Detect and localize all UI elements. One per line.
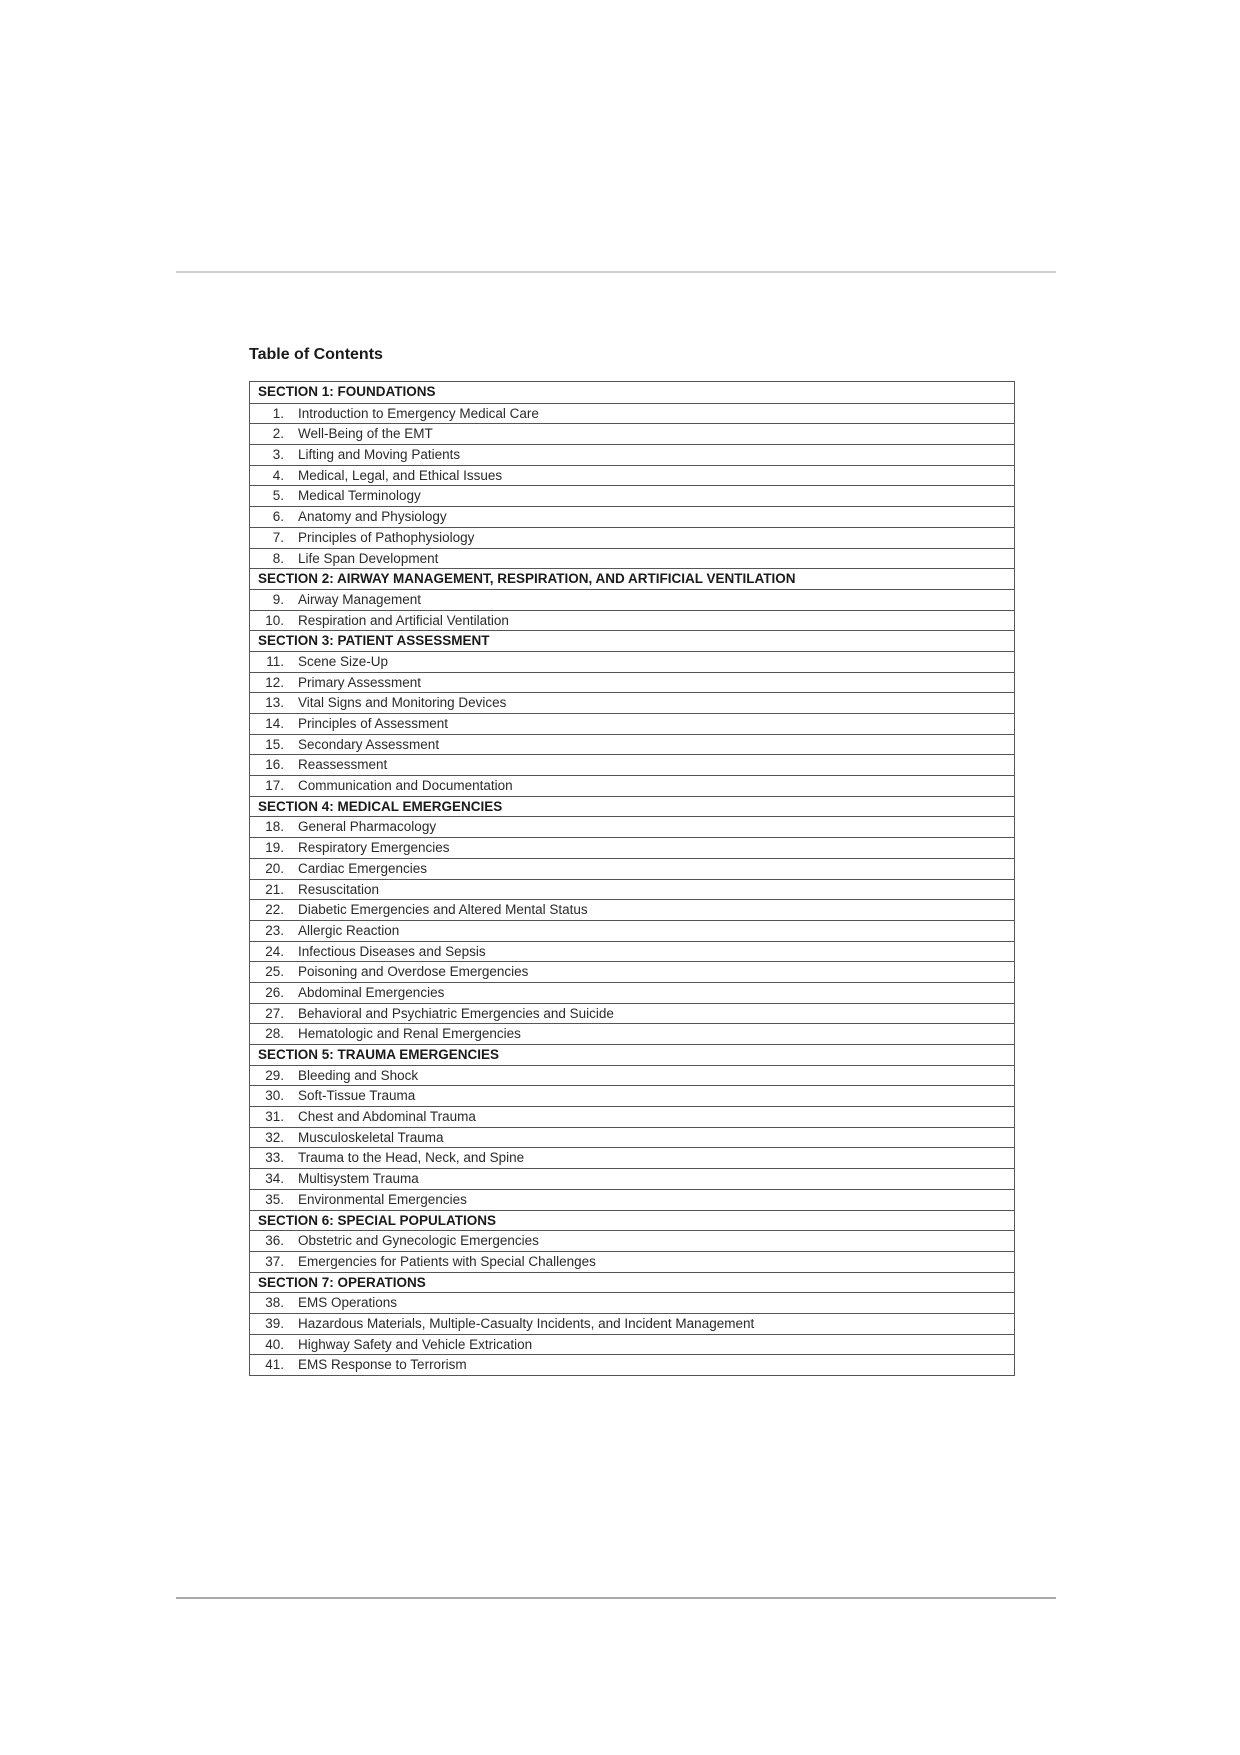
chapter-title: Lifting and Moving Patients (298, 447, 461, 463)
toc-chapter-row (250, 527, 1014, 548)
chapter-number: 25. (265, 964, 284, 980)
toc-chapter-row (250, 775, 1014, 796)
chapter-title: Well-Being of the EMT (298, 426, 433, 442)
chapter-title: Airway Management (298, 591, 422, 607)
chapter-number: 40. (265, 1336, 284, 1352)
chapter-title: Resuscitation (298, 881, 380, 897)
chapter-title: Abdominal Emergencies (298, 984, 445, 1000)
toc-chapter-row (250, 692, 1014, 713)
chapter-number: 6. (272, 509, 284, 525)
toc-chapter-row (250, 589, 1014, 610)
toc-chapter-row (250, 1085, 1014, 1106)
chapter-title: Infectious Diseases and Sepsis (298, 943, 486, 959)
chapter-number: 15. (265, 736, 284, 752)
chapter-title: Environmental Emergencies (298, 1191, 467, 1207)
chapter-title: Allergic Reaction (298, 922, 400, 938)
toc-chapter-row (250, 899, 1014, 920)
chapter-title: EMS Operations (298, 1295, 398, 1311)
chapter-title: Anatomy and Physiology (298, 509, 447, 525)
chapter-number: 39. (265, 1315, 284, 1331)
toc-section-row: SECTION 1: FOUNDATIONS (258, 384, 436, 400)
toc-chapter-row (250, 1313, 1014, 1334)
chapter-number: 5. (272, 488, 284, 504)
toc-chapter-row (250, 1065, 1014, 1086)
chapter-title: Primary Assessment (298, 674, 422, 690)
chapter-title: Secondary Assessment (298, 736, 440, 752)
chapter-number: 3. (272, 447, 284, 463)
toc-section-row: SECTION 5: TRAUMA EMERGENCIES (250, 1044, 1014, 1065)
chapter-title: Communication and Documentation (298, 778, 513, 794)
chapter-title: Principles of Assessment (298, 716, 449, 731)
chapter-number: 34. (265, 1171, 284, 1187)
chapter-title: Multisystem Trauma (298, 1171, 419, 1187)
toc-chapter-row (250, 941, 1014, 962)
chapter-title: Principles of Pathophysiology (298, 529, 475, 545)
chapter-number: 22. (265, 902, 284, 918)
chapter-title: Obstetric and Gynecologic Emergencies (298, 1233, 539, 1249)
chapter-title: Respiratory Emergencies (298, 840, 450, 856)
toc-chapter-row (250, 1292, 1014, 1313)
chapter-title: Highway Safety and Vehicle Extrication (298, 1336, 533, 1352)
chapter-title: Hazardous Materials, Multiple-Casualty Incidents, and Incident Management (298, 1315, 755, 1331)
chapter-number: 1. (272, 405, 284, 421)
toc-chapter-row (250, 734, 1014, 755)
chapter-title: Bleeding and Shock (298, 1067, 419, 1083)
chapter-title: Poisoning and Overdose Emergencies (298, 964, 529, 980)
chapter-title: Life Span Development (298, 550, 439, 566)
chapter-number: 26. (265, 984, 284, 1000)
chapter-number: 27. (265, 1005, 284, 1021)
toc-chapter-row (250, 713, 1014, 734)
chapter-title: Soft-Tissue Trauma (298, 1088, 416, 1104)
toc-chapter-row (250, 1106, 1014, 1127)
chapter-title: Reassessment (298, 757, 388, 773)
toc-chapter-row (250, 982, 1014, 1003)
toc-chapter-row (250, 1023, 1014, 1044)
toc-chapter-row (250, 403, 1014, 424)
toc-section-row: SECTION 3: PATIENT ASSESSMENT (250, 630, 1014, 651)
chapter-number: 38. (265, 1295, 284, 1311)
chapter-title: Introduction to Emergency Medical Care (298, 405, 539, 421)
toc-chapter-row (250, 961, 1014, 982)
chapter-number: 32. (265, 1129, 284, 1145)
chapter-number: 11. (266, 653, 284, 669)
toc-chapter-row (250, 672, 1014, 693)
chapter-number: 18. (265, 819, 284, 835)
chapter-number: 24. (265, 943, 284, 959)
toc-chapter-row (250, 1251, 1014, 1272)
footer-rule (176, 1597, 1056, 1599)
chapter-number: 28. (265, 1026, 284, 1042)
chapter-number: 9. (272, 591, 284, 607)
toc-chapter-row (250, 754, 1014, 775)
chapter-number: 16. (265, 757, 284, 773)
chapter-title: Respiration and Artificial Ventilation (298, 612, 509, 628)
toc-chapter-row (250, 1003, 1014, 1024)
toc-section-row: SECTION 6: SPECIAL POPULATIONS (250, 1210, 1014, 1231)
toc-table (249, 381, 1015, 1376)
chapter-title: General Pharmacology (298, 819, 437, 835)
chapter-number: 13. (265, 695, 284, 711)
chapter-title: Medical, Legal, and Ethical Issues (298, 467, 503, 483)
toc-chapter-row (250, 548, 1014, 569)
header-rule (176, 271, 1056, 273)
toc-chapter-row (250, 423, 1014, 444)
toc-chapter-row (250, 1127, 1014, 1148)
chapter-number: 8. (272, 550, 284, 566)
toc-chapter-row (250, 816, 1014, 837)
toc-chapter-row (250, 506, 1014, 527)
chapter-title: Vital Signs and Monitoring Devices (298, 695, 507, 711)
toc-chapter-row (250, 1334, 1014, 1355)
chapter-title: Diabetic Emergencies and Altered Mental Status (298, 902, 588, 918)
chapter-number: 29. (265, 1067, 284, 1083)
toc-chapter-row (250, 1230, 1014, 1251)
chapter-title: EMS Response to Terrorism (298, 1357, 467, 1373)
toc-chapter-row (250, 837, 1014, 858)
chapter-title: Behavioral and Psychiatric Emergencies and Suicide (298, 1005, 614, 1021)
chapter-title: Scene Size-Up (298, 653, 389, 669)
chapter-number: 14. (265, 716, 284, 731)
chapter-number: 37. (265, 1253, 284, 1269)
chapter-number: 20. (265, 860, 284, 876)
chapter-title: Hematologic and Renal Emergencies (298, 1026, 521, 1042)
toc-chapter-row (250, 1147, 1014, 1168)
toc-chapter-row (250, 444, 1014, 465)
chapter-number: 21. (265, 881, 284, 897)
chapter-number: 19. (265, 840, 284, 856)
toc-chapter-row (250, 610, 1014, 631)
chapter-number: 4. (272, 467, 284, 483)
chapter-number: 2. (272, 426, 284, 442)
chapter-number: 35. (265, 1191, 284, 1207)
toc-chapter-row (250, 651, 1014, 672)
toc-chapter-row (250, 920, 1014, 941)
chapter-number: 30. (265, 1088, 284, 1104)
chapter-number: 33. (265, 1150, 284, 1166)
toc-chapter-row (250, 465, 1014, 486)
toc-chapter-row (250, 1189, 1014, 1210)
toc-chapter-row (250, 858, 1014, 879)
chapter-number: 31. (265, 1109, 284, 1125)
chapter-title: Trauma to the Head, Neck, and Spine (298, 1150, 525, 1166)
chapter-number: 7. (272, 529, 284, 545)
chapter-number: 23. (265, 922, 284, 938)
toc-heading: Table of Contents (249, 346, 383, 363)
chapter-title: Cardiac Emergencies (298, 860, 428, 876)
toc-chapter-row (250, 485, 1014, 506)
toc-chapter-row (250, 1168, 1014, 1189)
toc-section-row: SECTION 4: MEDICAL EMERGENCIES (250, 796, 1014, 817)
chapter-number: 10. (265, 612, 284, 628)
chapter-number: 17. (265, 778, 284, 794)
chapter-title: Chest and Abdominal Trauma (298, 1109, 476, 1125)
chapter-title: Musculoskeletal Trauma (298, 1129, 444, 1145)
chapter-number: 12. (265, 674, 284, 690)
toc-section-row: SECTION 7: OPERATIONS (250, 1272, 1014, 1293)
toc-chapter-row (250, 879, 1014, 900)
toc-section-row: SECTION 2: AIRWAY MANAGEMENT, RESPIRATION, AND ARTIFICIAL VENTILATION (250, 568, 1014, 589)
chapter-title: Emergencies for Patients with Special Challenges (298, 1253, 596, 1269)
chapter-number: 41. (265, 1357, 284, 1373)
chapter-number: 36. (265, 1233, 284, 1249)
toc-chapter-row (250, 1354, 1014, 1375)
chapter-title: Medical Terminology (298, 488, 421, 504)
